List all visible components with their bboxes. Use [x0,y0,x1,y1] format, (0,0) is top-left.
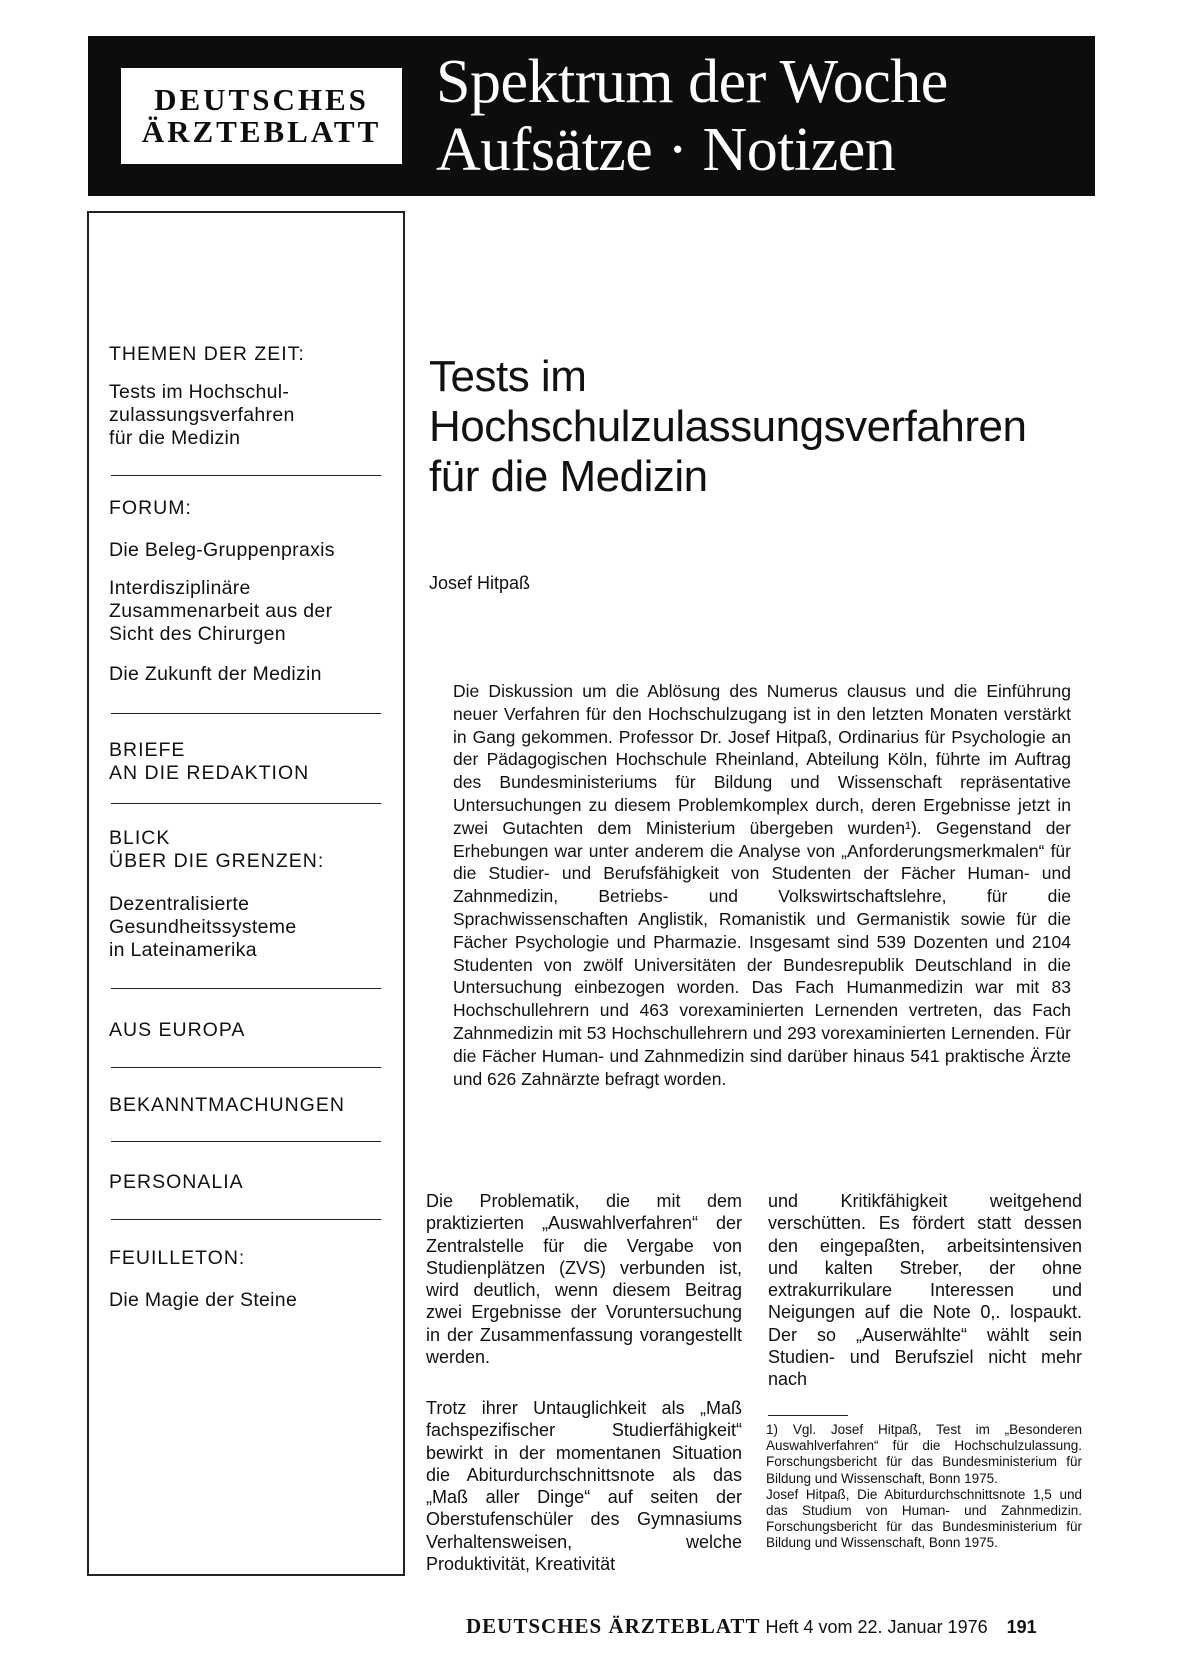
sidebar-heading-europa: AUS EUROPA [109,1019,246,1041]
sidebar-divider [111,988,381,989]
body-column-1-continued [426,1397,742,1575]
sidebar-heading-briefe: BRIEFE AN DIE REDAKTION [109,739,310,784]
sidebar-divider [111,713,381,714]
sidebar-divider [111,1219,381,1220]
body-column-2 [768,1190,1082,1391]
sidebar-divider [111,1067,381,1068]
sidebar-heading-blick: BLICK ÜBER DIE GRENZEN: [109,827,325,872]
lead-paragraph: Die Diskussion um die Ablösung des Numerus clausus und die Einführung neuer Verfahren für den Hochschulzugang ist in den letzten Monaten verstärkt in Gang gekommen. Professor Dr. Josef Hitpaß, Ordinarius für Psychologie an der Pädagogischen Hochschule Rheinland, Abteilung Köln, führte im Auftrag des Bundesministeriums für Bildung und Wissenschaft repräsentative Untersuchungen zu diesem Problemkomplex durch, deren Ergebnisse jetzt in zwei Gutachten dem Ministerium übergeben wurden¹). Gegenstand der Erhebungen war unter anderem die Analyse von „Anforderungsmerkmalen“ für die Studier- und Berufsfähigkeit von Studenten der Fächer Human- und Zahnmedizin, Betriebs- und Volkswirtschaftslehre, für die Sprachwissenschaften Anglistik, Romanistik und Germanistik sowie für die Fächer Psychologie und Pharmazie. Insgesamt sind 539 Dozenten und 2104 Studenten von zwölf Universitäten der Bundesrepublik Deutschland in die Untersuchung einbezogen worden. Das Fach Humanmedizin war mit 83 Hochschullehrern und 463 vorexaminierten Lernenden vertreten, das Fach Zahnmedizin mit 53 Hochschullehrern und 293 vorexaminierten Lernenden. Für die Fächer Human- und Zahnmedizin sind darüber hinaus 541 praktische Ärzte und 626 Zahnärzte befragt worden. [453,681,1071,1089]
logo-line-2: ÄRZTEBLATT [141,114,382,149]
footnote: 1) Vgl. Josef Hitpaß, Test im „Besonderen Auswahlverfahren“ für die Hochschulzulassung. Forschungsbericht für das Bundesministerium für Bildung und Wissenschaft, Bonn 1975. Josef Hitpaß, Die Abiturdurchschnittsnote 1,5 und das Studium von Human- und Zahnmedizin. Forschungsbericht für das Bundesministerium für Bildung und Wissenschaft, Bonn 1975. [766,1422,1082,1551]
sidebar-heading-feuilleton: FEUILLETON: [109,1247,246,1269]
sidebar-divider [111,803,381,804]
article-title: Tests im Hochschulzulassungsverfahren für die Medizin [429,352,1027,501]
article-lead [453,680,1071,1090]
sidebar-item-forum-2: Interdisziplinäre Zusammenarbeit aus der Sicht des Chirurgen [109,577,333,645]
section-title-line-2: Aufsätze · Notizen [436,116,896,184]
sidebar-heading-themen: THEMEN DER ZEIT: [109,343,305,365]
page-number: 191 [1006,1617,1037,1637]
sidebar-divider [111,475,381,476]
sidebar-item-feuilleton: Die Magie der Steine [109,1289,298,1311]
page-footer [466,1614,1037,1639]
sidebar-item-themen: Tests im Hochschul- zulassungsverfahren für die Medizin [109,381,295,449]
footer-magazine-name: DEUTSCHES ÄRZTEBLATT [466,1614,761,1638]
body-paragraph: Trotz ihrer Untauglichkeit als „Maß fachspezifischer Studierfähigkeit“ bewirkt in der momentanen Situation die Abiturdurchschnittsnote als das „Maß aller Dinge“ auf seiten der Oberstufenschüler des Gymnasiums Verhaltensweisen, welche Produktivität, Kreativität [426,1398,742,1575]
sidebar-heading-personalia: PERSONALIA [109,1171,244,1193]
magazine-logo [119,66,404,166]
sidebar-divider [111,1141,381,1142]
footer-issue: Heft 4 vom 22. Januar 1976 [765,1617,988,1637]
contents-sidebar [87,211,405,1576]
article-author: Josef Hitpaß [429,573,531,593]
sidebar-item-blick: Dezentralisierte Gesundheitssysteme in Lateinamerika [109,893,297,961]
sidebar-item-forum-1: Die Beleg-Gruppenpraxis [109,539,335,561]
masthead-banner [88,36,1095,196]
body-paragraph: und Kritikfähigkeit weitgehend verschütten. Es fördert statt dessen den eingepaßten, arbeitsintensiven und kalten Streber, der ohne extrakurrikulare Interessen und Neigungen auf die Note 0,. lospaukt. Der so „Auserwählte“ wählt sein Studien- und Berufsziel nicht mehr nach [768,1191,1082,1390]
body-paragraph: Die Problematik, die mit dem praktizierten „Auswahlverfahren“ der Zentralstelle für die Vergabe von Studienplätzen (ZVS) verbunden ist, wird deutlich, wenn diesem Beitrag zwei Ergebnisse der Voruntersuchung in der Zusammenfassung vorangestellt werden. [426,1191,742,1368]
footnote-divider [768,1415,848,1416]
sidebar-item-forum-3: Die Zukunft der Medizin [109,663,322,685]
section-title [436,48,948,184]
sidebar-heading-forum: FORUM: [109,497,192,519]
sidebar-heading-bekanntmachungen: BEKANNTMACHUNGEN [109,1094,345,1116]
logo-line-1: DEUTSCHES [154,82,369,117]
body-column-1 [426,1190,742,1368]
section-title-line-1: Spektrum der Woche [436,48,948,116]
